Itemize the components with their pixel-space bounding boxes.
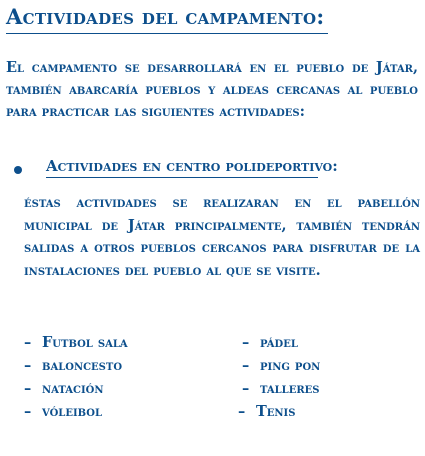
section-heading: Actividades en centro polideportivo: — [46, 157, 338, 175]
activity-label: ping pon — [260, 357, 321, 374]
activity-label: Tenis — [256, 403, 296, 420]
bullet-icon — [14, 166, 22, 174]
activity-label: pádel — [260, 334, 298, 351]
activity-item-natacion — [24, 380, 104, 397]
dash-marker: – — [24, 403, 32, 420]
page-title: Actividades del campamento: — [6, 4, 325, 29]
intro-paragraph: El campamento se desarrollará en el pueblo de Játar, también abarcaría pueblos y aldeas cercanas al pueblo para practicar las siguientes actividades: — [6, 59, 418, 120]
section-description: éstas actividades se realizaran en el pabellón municipal de Játar principalmente, también tendrán salidas a otros pueblos cercanos para disfrutar de la instalaciones del pueblo al que se visite. — [24, 194, 420, 279]
activity-label: baloncesto — [42, 357, 123, 374]
dash-marker: – — [24, 334, 32, 351]
activity-label: vóleibol — [42, 403, 103, 420]
dash-marker: – — [242, 357, 250, 374]
activity-label: natación — [42, 380, 104, 397]
dash-marker: – — [24, 357, 32, 374]
dash-marker: – — [242, 380, 250, 397]
activity-item-voleibol — [24, 403, 102, 420]
section-heading-underline — [46, 177, 318, 178]
activity-item-padel — [242, 334, 298, 351]
dash-marker: – — [238, 403, 246, 420]
activity-item-baloncesto — [24, 357, 122, 374]
activity-label: talleres — [260, 380, 320, 397]
activity-item-talleres — [242, 380, 320, 397]
dash-marker: – — [242, 334, 250, 351]
activity-item-futbol-sala — [24, 334, 128, 351]
title-underline — [6, 33, 328, 34]
activity-item-tenis — [238, 403, 295, 420]
dash-marker: – — [24, 380, 32, 397]
activity-label: Futbol sala — [42, 334, 128, 351]
activity-item-ping-pon — [242, 357, 320, 374]
